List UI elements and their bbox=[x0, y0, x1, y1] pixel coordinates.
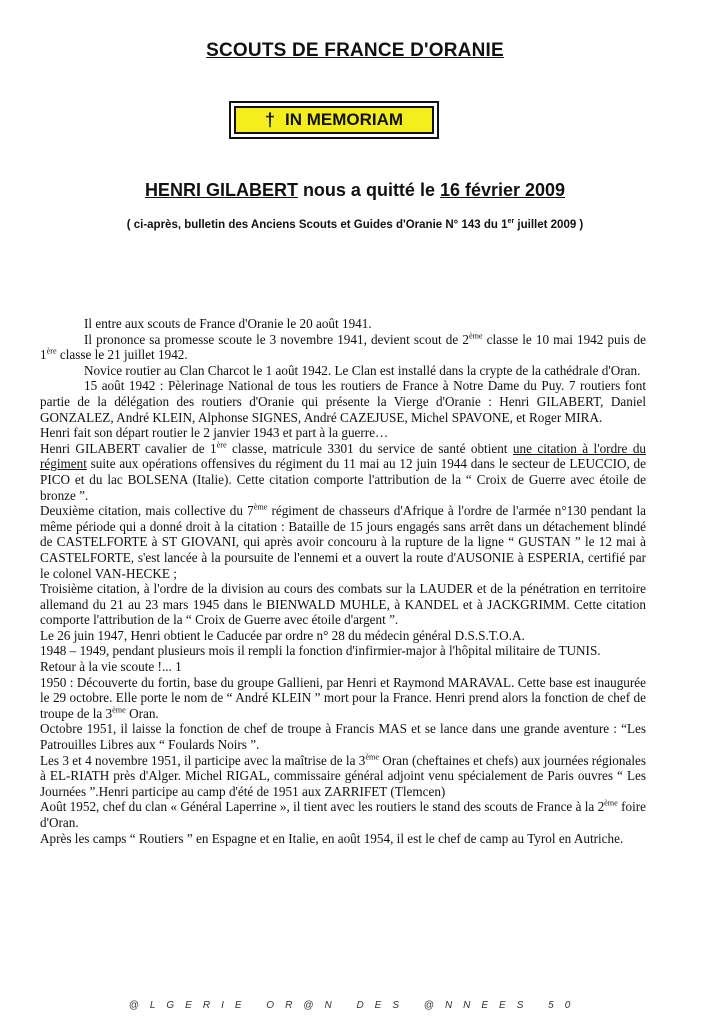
paragraph: Henri GILABERT cavalier de 1ère classe, matricule 3301 du service de santé obtient une citation à l'ordre du régiment suite aux opérations offensives du régiment du 11 mai au 12 juin 1944 dans le secteur de LEUCCIO, de PICO et du lac BOLSENA (Italie). Cette citation comporte l'attribution de la “ Croix de Guerre avec étoile de bronze ”. bbox=[40, 440, 647, 503]
in-memoriam-box bbox=[229, 101, 439, 139]
paragraph: Octobre 1951, il laisse la fonction de chef de troupe à Francis MAS et se lance dans une grande aventure : “Les Patrouilles Libres aux “ Foulards Noirs ”. bbox=[40, 721, 646, 753]
paragraph: Les 3 et 4 novembre 1951, il participe avec la maîtrise de la 3ème Oran (cheftaines et chefs) aux journées régionales à EL-RIATH près d'Alger. Michel RIGAL, commissaire général adjoint venu spécialement de Paris ouvres “ Les Journées ”.Henri participe au camp d'été de 1951 aux ZARRIFET (Tlemcen) bbox=[40, 752, 646, 799]
paragraph: 1948 – 1949, pendant plusieurs mois il rempli la fonction d'infirmier-major à l'hôpital militaire de TUNIS. bbox=[40, 643, 601, 659]
paragraph: Août 1952, chef du clan « Général Laperrine », il tient avec les routiers le stand des scouts de France à la 2ème foire d'Oran. bbox=[40, 799, 646, 830]
paragraph: Retour à la vie scoute !... 1 bbox=[40, 659, 182, 675]
source-note-sup: er bbox=[507, 217, 515, 226]
paragraph: 1950 : Découverte du fortin, base du groupe Gallieni, par Henri et Raymond MARAVAL. Cette base est inaugurée le 29 octobre. Elle porte le nom de “ André KLEIN ” mort pour la France. Henri prend alors la fonction de chef de troupe de la 3ème Oran. bbox=[40, 674, 646, 721]
in-memoriam-label: IN MEMORIAM bbox=[284, 110, 404, 129]
source-note bbox=[0, 219, 710, 231]
paragraph: Le 26 juin 1947, Henri obtient le Caducée par ordre n° 28 du médecin général D.S.S.T.O.A. bbox=[40, 627, 525, 643]
source-note-part1: ( ci-après, bulletin des Anciens Scouts et Guides d'Oranie N° 143 du 1 bbox=[126, 219, 508, 231]
paragraph: Troisième citation, à l'ordre de la division au cours des combats sur la LAUDER et de la pénétration en territoire allemand du 21 au 23 mars 1945 dans le BIENWALD MUHLE, à KANDEL et à JACKGRIMM. Cette citation comporte l'attribution de la “ Croix de Guerre avec étoile d'argent ”. bbox=[40, 581, 646, 628]
paragraph: Il prononce sa promesse scoute le 3 novembre 1941, devient scout de 2ème classe le 10 mai 1942 puis de 1ère classe le 21 juillet 1942. bbox=[40, 331, 646, 363]
headline-name: HENRI GILABERT bbox=[144, 180, 298, 200]
paragraph: Il entre aux scouts de France d'Oranie le 20 août 1941. bbox=[84, 316, 372, 331]
citation-link-text: une citation à l'ordre du régiment bbox=[40, 440, 647, 472]
footer-watermark: @LGERIE OR@N DES @NNEES 50 bbox=[128, 1000, 582, 1011]
paragraph: Après les camps “ Routiers ” en Espagne et en Italie, en août 1954, il est le chef de camp au Tyrol en Autriche. bbox=[40, 830, 624, 846]
biography-body bbox=[40, 316, 646, 846]
headline-middle: nous a quitté le bbox=[297, 180, 440, 200]
paragraph: 15 août 1942 : Pèlerinage National de tous les routiers de France à Notre Dame du Puy. 7 routiers font partie de la délégation des routiers d'Oranie qui présente la Vierge d'Oranie : Henri GILABERT, Daniel GONZALEZ, André KLEIN, Alphonse SIGNES, André CAZEJUSE, Michel SPAVONE, et Roger MIRA. bbox=[40, 378, 646, 425]
paragraph: Novice routier au Clan Charcot le 1 août 1942. Le Clan est installé dans la crypte de la cathédrale d'Oran. bbox=[84, 362, 641, 378]
cross-icon: † bbox=[264, 109, 275, 130]
headline-date: 16 février 2009 bbox=[439, 180, 566, 200]
in-memoriam-banner bbox=[234, 106, 434, 134]
source-note-part2: juillet 2009 ) bbox=[514, 219, 584, 231]
paragraph: Deuxième citation, mais collective du 7ème régiment de chasseurs d'Afrique à l'ordre de l'armée n°130 pendant la même période qui a donné droit à la citation : Bataille de 15 jours engagés sans arrêt dans un détachement blindé de CASTELFORTE à ST GIOVANI, qui après avoir concouru à la rupture de la ligne “ GUSTAN ” le 12 mai à CASTELFORTE, s'est lancée à la poursuite de l'ennemi et a ouvert la route d'AUSONIE à ESPERIA, certifié par le colonel VAN-HECKE ; bbox=[40, 502, 646, 581]
paragraph: Henri fait son départ routier le 2 janvier 1943 et part à la guerre… bbox=[40, 425, 389, 441]
headline bbox=[0, 180, 710, 201]
page-title: SCOUTS DE FRANCE D'ORANIE bbox=[206, 40, 504, 61]
